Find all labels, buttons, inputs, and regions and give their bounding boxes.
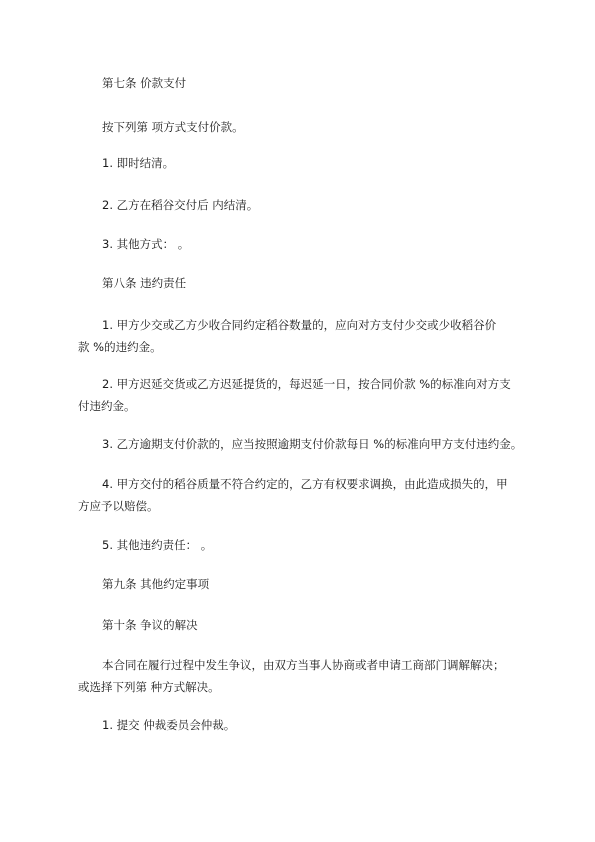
text-line: 2. 甲方迟延交货或乙方迟延提货的，每迟延一日，按合同价款 %的标准向对方支 xyxy=(102,377,511,391)
dispute-resolution-clause xyxy=(78,654,538,698)
text-line: 第十条 争议的解决 xyxy=(102,618,198,632)
dispute-option-1 xyxy=(78,714,538,736)
text-line: 1. 提交 仲裁委员会仲裁。 xyxy=(102,718,236,732)
payment-option-3 xyxy=(78,233,538,255)
text-line: 4. 甲方交付的稻谷质量不符合约定的，乙方有权要求调换，由此造成损失的，甲 xyxy=(102,477,508,491)
article-10-heading xyxy=(78,614,538,636)
liability-clause-1 xyxy=(78,314,538,358)
article-8-heading xyxy=(78,272,538,294)
text-line: 第九条 其他约定事项 xyxy=(102,577,210,591)
text-line: 3. 其他方式： 。 xyxy=(102,237,190,251)
text-line: 3. 乙方逾期支付价款的，应当按照逾期支付价款每日 %的标准向甲方支付违约金。 xyxy=(102,437,523,451)
liability-clause-2 xyxy=(78,373,538,417)
text-line: 第七条 价款支付 xyxy=(102,76,187,90)
text-line: 按下列第 项方式支付价款。 xyxy=(102,120,244,134)
liability-clause-3 xyxy=(78,433,538,455)
text-line: 方应予以赔偿。 xyxy=(78,499,159,513)
text-line: 2. 乙方在稻谷交付后 内结清。 xyxy=(102,198,259,212)
text-line: 1. 即时结清。 xyxy=(102,156,175,170)
article-7-heading xyxy=(78,72,538,94)
payment-method-clause xyxy=(78,116,538,138)
payment-option-2 xyxy=(78,194,538,216)
text-line: 付违约金。 xyxy=(78,399,136,413)
text-line: 5. 其他违约责任： 。 xyxy=(102,538,213,552)
text-line: 第八条 违约责任 xyxy=(102,276,187,290)
text-line: 本合同在履行过程中发生争议，由双方当事人协商或者申请工商部门调解解决； xyxy=(102,658,505,672)
payment-option-1 xyxy=(78,152,538,174)
text-line: 或选择下列第 种方式解决。 xyxy=(78,680,220,694)
liability-clause-4 xyxy=(78,473,538,517)
text-line: 款 %的违约金。 xyxy=(78,340,162,354)
article-9-heading xyxy=(78,573,538,595)
text-line: 1. 甲方少交或乙方少收合同约定稻谷数量的，应向对方支付少交或少收稻谷价 xyxy=(102,318,497,332)
liability-clause-5 xyxy=(78,534,538,556)
